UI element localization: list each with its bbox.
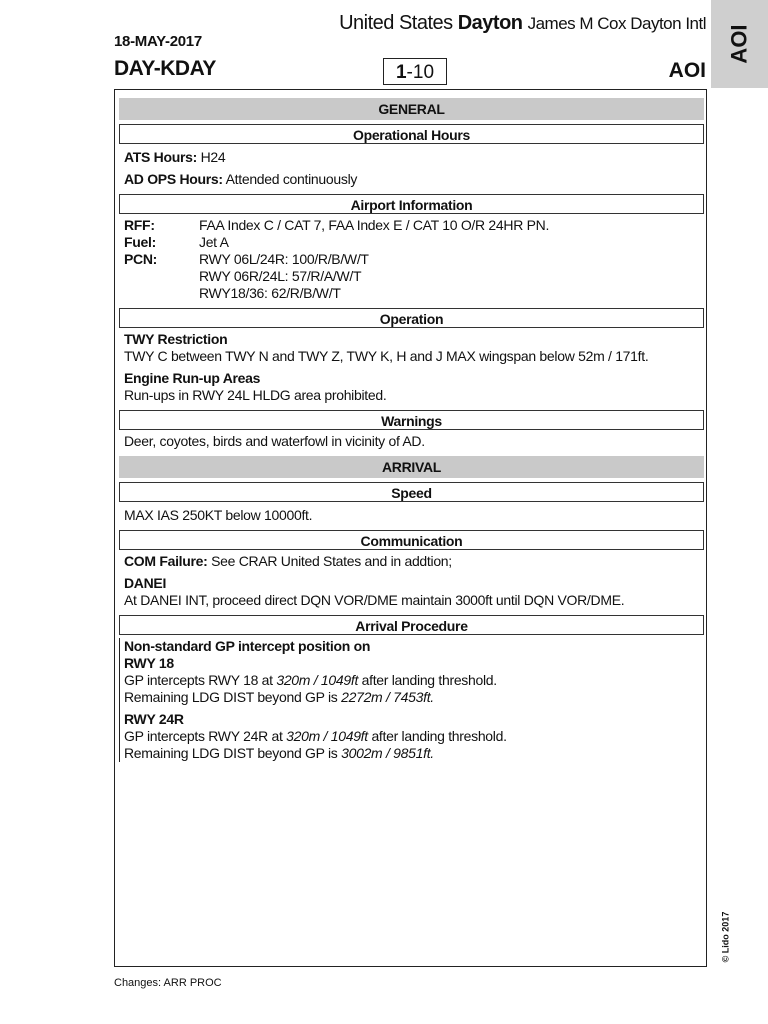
text: GP intercepts RWY 24R at — [124, 728, 287, 744]
com-failure-text: See CRAR United States and in addtion; — [211, 553, 452, 569]
arrival-heading: ARRIVAL — [119, 456, 704, 478]
page-number — [383, 58, 447, 85]
ad-ops-hours-value: Attended continuously — [225, 171, 358, 187]
communication-heading: Communication — [119, 530, 704, 550]
airport-ident: DAY-KDAY — [114, 57, 216, 80]
com-failure-label: COM Failure: — [124, 553, 208, 569]
pcn-row — [119, 251, 704, 302]
page-prefix: 1 — [395, 62, 407, 83]
rwy24r-ldg-value: 3002m / 9851ft. — [341, 745, 434, 761]
rff-value: FAA Index C / CAT 7, FAA Index E / CAT 10 O/R 24HR PN. — [199, 217, 550, 233]
operation-heading: Operation — [119, 308, 704, 328]
pcn-value: RWY18/36: 62/R/B/W/T — [199, 285, 341, 301]
twy-restriction-title: TWY Restriction — [124, 331, 228, 347]
copyright-notice — [712, 910, 742, 970]
rff-row — [119, 217, 704, 234]
arrival-procedure-block — [119, 638, 704, 762]
danei-text: At DANEI INT, proceed direct DQN VOR/DME maintain 3000ft until DQN VOR/DME. — [124, 592, 625, 608]
engine-runup-text: Run-ups in RWY 24L HLDG area prohibited. — [124, 387, 387, 403]
warnings-heading: Warnings — [119, 410, 704, 430]
rwy18-label: RWY 18 — [124, 655, 174, 671]
text: after landing threshold. — [358, 672, 497, 688]
engine-runup-title: Engine Run-up Areas — [124, 370, 261, 386]
title-country: United States — [339, 12, 453, 34]
rwy18-gp-line — [124, 672, 704, 689]
danei-title: DANEI — [124, 575, 167, 591]
rwy24r-ldg-line — [124, 745, 704, 762]
changes-note: Changes: ARR PROC — [114, 977, 222, 989]
rwy24r-gp-value: 320m / 1049ft — [286, 728, 368, 744]
text: Remaining LDG DIST beyond GP is — [124, 745, 342, 761]
arrival-procedure-heading: Arrival Procedure — [119, 615, 704, 635]
rwy18-ldg-line — [124, 689, 704, 706]
title-city: Dayton — [457, 12, 523, 34]
gp-intercept-title: Non-standard GP intercept position on — [124, 638, 371, 654]
text: GP intercepts RWY 18 at — [124, 672, 277, 688]
speed-text: MAX IAS 250KT below 10000ft. — [124, 507, 313, 523]
rwy24r-gp-line — [124, 728, 704, 745]
rwy18-ldg-value: 2272m / 7453ft. — [341, 689, 434, 705]
airport-title — [339, 12, 706, 35]
ad-ops-hours — [119, 171, 704, 188]
content — [119, 98, 704, 762]
ats-hours-value: H24 — [200, 149, 226, 165]
speed-heading: Speed — [119, 482, 704, 502]
general-heading: GENERAL — [119, 98, 704, 120]
copyright-text: © Lido 2017 — [720, 911, 731, 963]
rwy18-gp-value: 320m / 1049ft — [276, 672, 359, 688]
section-code: AOI — [668, 59, 706, 82]
text: after landing threshold. — [367, 728, 507, 744]
text: Remaining LDG DIST beyond GP is — [124, 689, 342, 705]
section-tab-label — [711, 0, 768, 88]
pcn-value: RWY 06L/24R: 100/R/B/W/T — [199, 251, 369, 267]
ad-ops-hours-label: AD OPS Hours: — [124, 171, 223, 187]
fuel-label: Fuel: — [124, 234, 156, 250]
pcn-value: RWY 06R/24L: 57/R/A/W/T — [199, 268, 362, 284]
fuel-value: Jet A — [199, 234, 229, 250]
chart-date: 18-MAY-2017 — [114, 33, 202, 50]
page-suffix: -10 — [406, 62, 435, 83]
fuel-row — [119, 234, 704, 251]
pcn-values — [199, 251, 369, 302]
rff-label: RFF: — [124, 217, 155, 233]
ats-hours — [119, 149, 704, 166]
pcn-label: PCN: — [124, 251, 158, 267]
twy-restriction-text: TWY C between TWY N and TWY Z, TWY K, H and J MAX wingspan below 52m / 171ft. — [124, 348, 649, 364]
rwy24r-label: RWY 24R — [124, 711, 184, 727]
title-airport: James M Cox Dayton Intl — [527, 14, 706, 33]
airport-information-heading: Airport Information — [119, 194, 704, 214]
operational-hours-heading: Operational Hours — [119, 124, 704, 144]
ats-hours-label: ATS Hours: — [124, 149, 197, 165]
tab-text: AOI — [726, 24, 752, 64]
com-failure — [119, 553, 704, 570]
warnings-text: Deer, coyotes, birds and waterfowl in vicinity of AD. — [124, 433, 425, 449]
